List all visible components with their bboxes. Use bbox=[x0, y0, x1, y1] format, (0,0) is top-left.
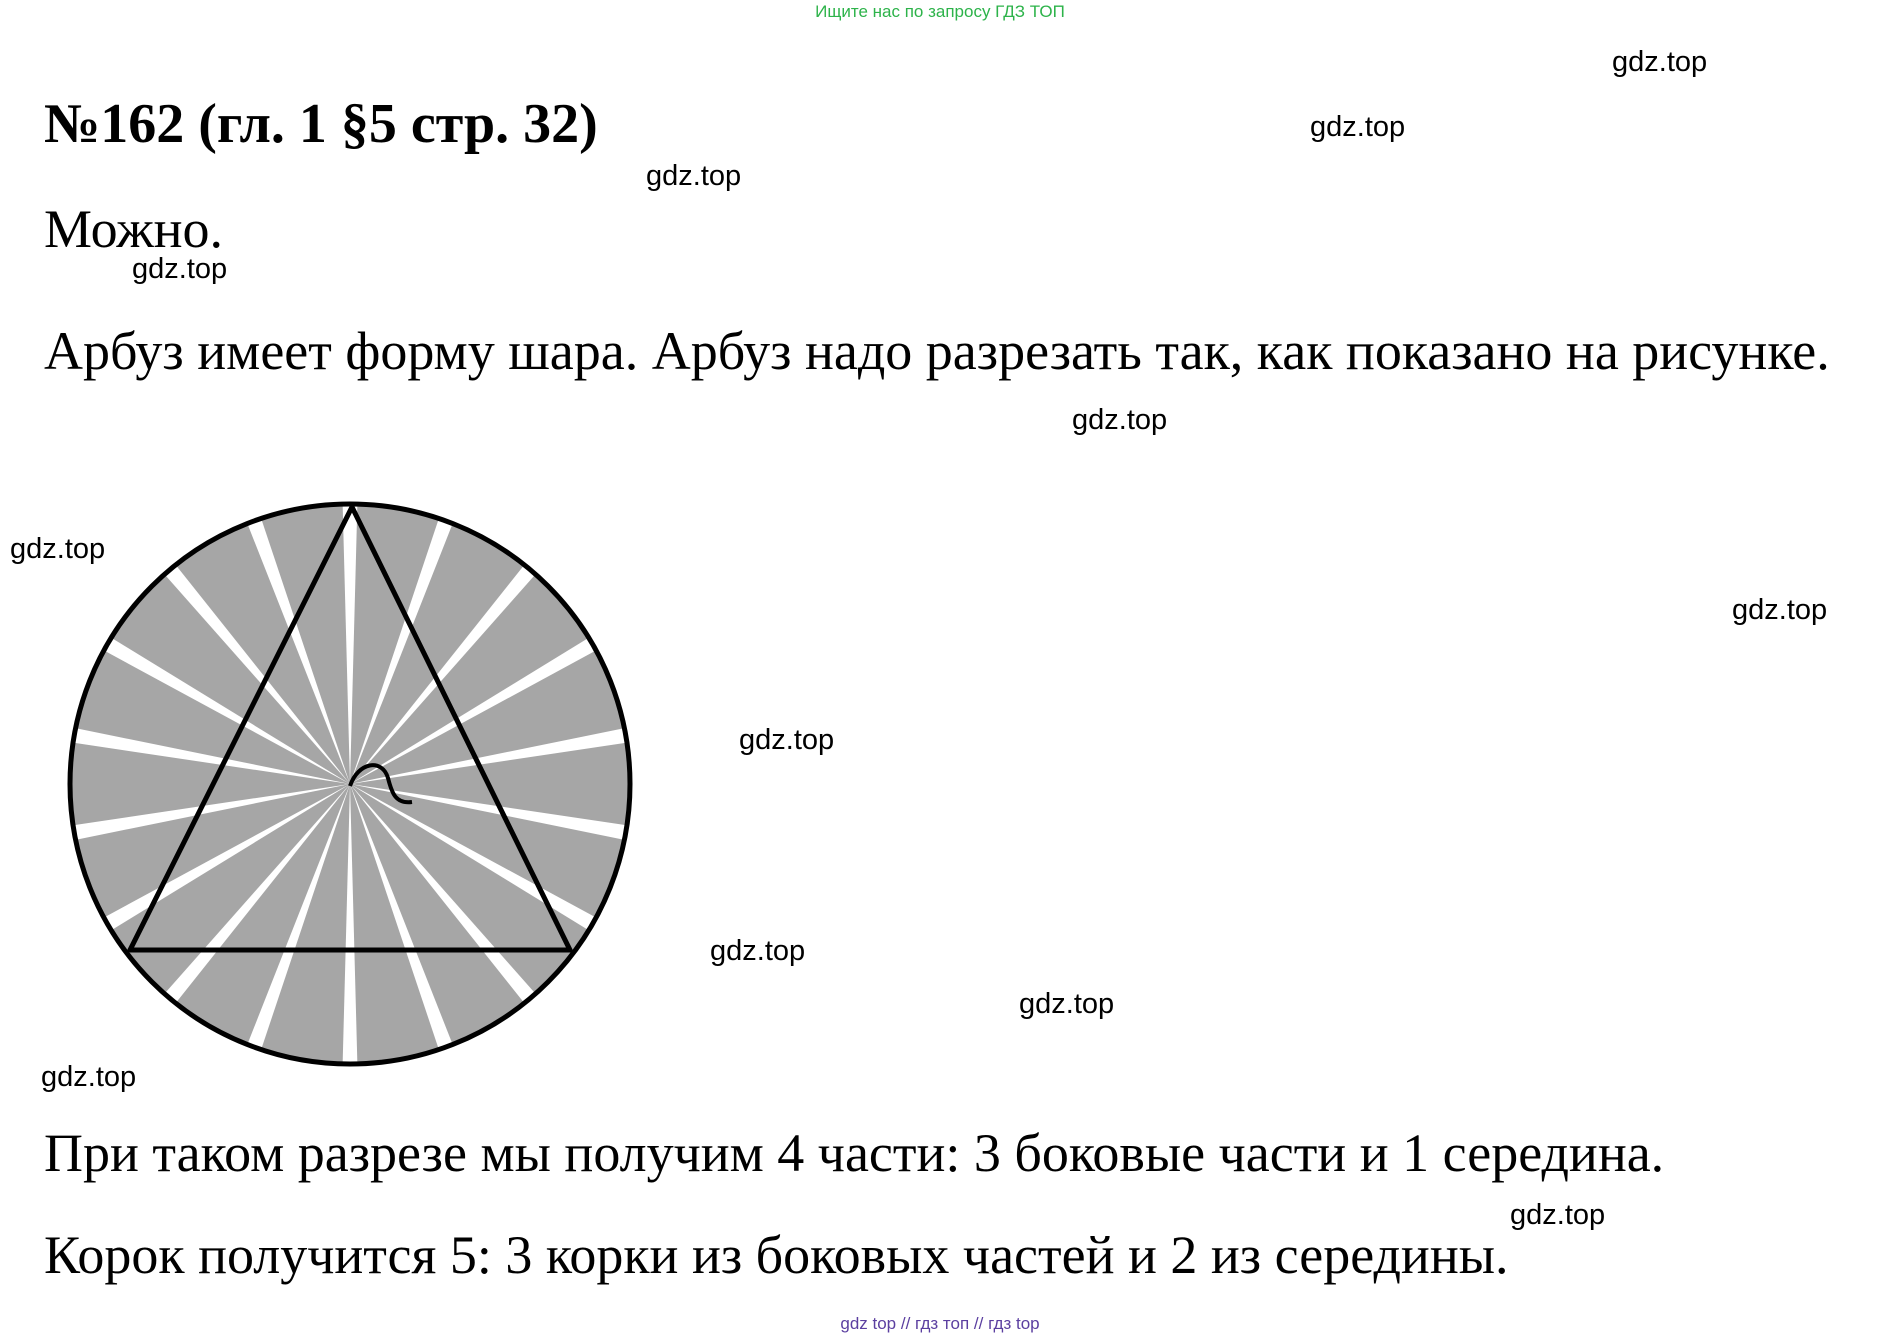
watermark: gdz.top bbox=[10, 533, 106, 565]
watermark: gdz.top bbox=[1510, 1199, 1606, 1231]
footer-link[interactable]: гдз топ bbox=[915, 1314, 970, 1333]
watermark: gdz.top bbox=[646, 160, 742, 192]
watermark: gdz.top bbox=[41, 1061, 137, 1093]
footer-links bbox=[0, 1314, 1880, 1334]
site-search-note: Ищите нас по запросу ГДЗ ТОП bbox=[815, 2, 1065, 21]
footer-separator: // bbox=[900, 1314, 911, 1333]
answer-text: Можно. bbox=[44, 199, 224, 259]
watermark: gdz.top bbox=[132, 253, 228, 285]
footer-link[interactable]: гдз top bbox=[988, 1314, 1040, 1333]
watermark: gdz.top bbox=[1612, 46, 1708, 78]
explanation-paragraph-3: Корок получится 5: 3 корки из боковых частей и 2 из середины. bbox=[44, 1225, 1509, 1285]
footer-link[interactable]: gdz top bbox=[840, 1314, 897, 1333]
watermark: gdz.top bbox=[1310, 111, 1406, 143]
watermark: gdz.top bbox=[1019, 988, 1115, 1020]
problem-title: №162 (гл. 1 §5 стр. 32) bbox=[44, 93, 598, 155]
footer-separator: // bbox=[973, 1314, 984, 1333]
explanation-paragraph-1: Арбуз имеет форму шара. Арбуз надо разрезать так, как показано на рисунке. bbox=[44, 321, 1830, 381]
watermark: gdz.top bbox=[710, 935, 806, 967]
watermelon-cut-figure bbox=[66, 500, 646, 1080]
watermark: gdz.top bbox=[1732, 594, 1828, 626]
watermark: gdz.top bbox=[739, 724, 835, 756]
watermark: gdz.top bbox=[1072, 404, 1168, 436]
explanation-paragraph-2: При таком разрезе мы получим 4 части: 3 боковые части и 1 середина. bbox=[44, 1123, 1665, 1183]
